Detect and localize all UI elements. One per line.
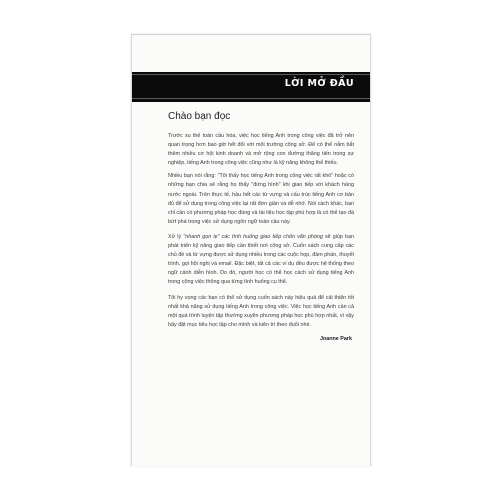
header-stripe <box>132 98 370 99</box>
author-signature: Joanne Park <box>319 335 352 342</box>
header-stripe <box>132 74 370 75</box>
paragraph-3-intro: Xử lý <box>168 233 184 240</box>
header-band <box>132 72 370 102</box>
book-page <box>131 34 371 466</box>
paragraph-3 <box>168 233 354 288</box>
page-top-rule <box>132 34 370 35</box>
greeting-heading: Chào bạn đọc <box>168 111 231 122</box>
paragraph-3-italic: "nhanh gọn lẹ" các tình huống giao tiếp chốn văn phòng <box>183 233 323 240</box>
preface-body <box>168 110 354 344</box>
paragraph-4: Tôi hy vọng các bạn có thể sử dụng cuốn sách này hiệu quả để cải thiện tốt nhất khả năng sử dụng tiếng Anh trong công việc. Việc học tiếng Anh cần cả một quá trình luyện tập thường xuyên phương pháp học phù hợp nhất, vì vậy hãy đặt mục tiêu học tập cho mình và kiên trì theo đuổi nhé. <box>168 294 354 328</box>
paragraph-3-rest: sẽ giúp bạn phát triển kỹ năng giao tiếp cần thiết nơi công sở. Cuốn sách cung cấp các chủ đề và từ vựng được sử dụng nhiều trong các cuộc họp, đàm phán, thuyết trình, gọi hội nghị và email. Đặc biệt, tất cả các ví dụ đều được hệ thống theo ngữ cảnh diễn hình. Do đó, người học có thể học cách sử dụng tiếng Anh trong công việc thông qua từng tình huống cụ thể. <box>168 233 355 286</box>
page-title: LỜI MỞ ĐẦU <box>284 78 354 89</box>
paragraph-1: Trước xu thế toàn cầu hóa, việc học tiếng Anh trong công việc đã trở nên quan trọng hơn bao giờ hết đối với môi trường công sở. Để có thể nắm bắt thêm nhiều cơ hội kinh doanh và mở rộng con đường thăng tiến trong sự nghiệp, tiếng Anh trong công việc cũng như là kỹ năng không thể thiếu. <box>168 133 354 167</box>
paragraph-2: Nhiều bạn nói rằng: "Tôi thấy học tiếng Anh trong công việc rất khó" hoặc có những bạn chia sẻ rằng họ thấy "đứng hình" khi giao tiếp với khách hàng nước ngoài. Trên thực tế, hầu hết các từ vựng và cấu trúc tiếng Anh cơ bản đủ để sử dụng trong công việc lại rất đơn giản và dễ nhớ. Nói cách khác, bạn chỉ cần có phương pháp học đúng và tài liệu học tập phù hợp là có thể tạo đà bứt phá trong việc sử dụng ngôn ngữ toàn cầu này. <box>168 173 354 225</box>
